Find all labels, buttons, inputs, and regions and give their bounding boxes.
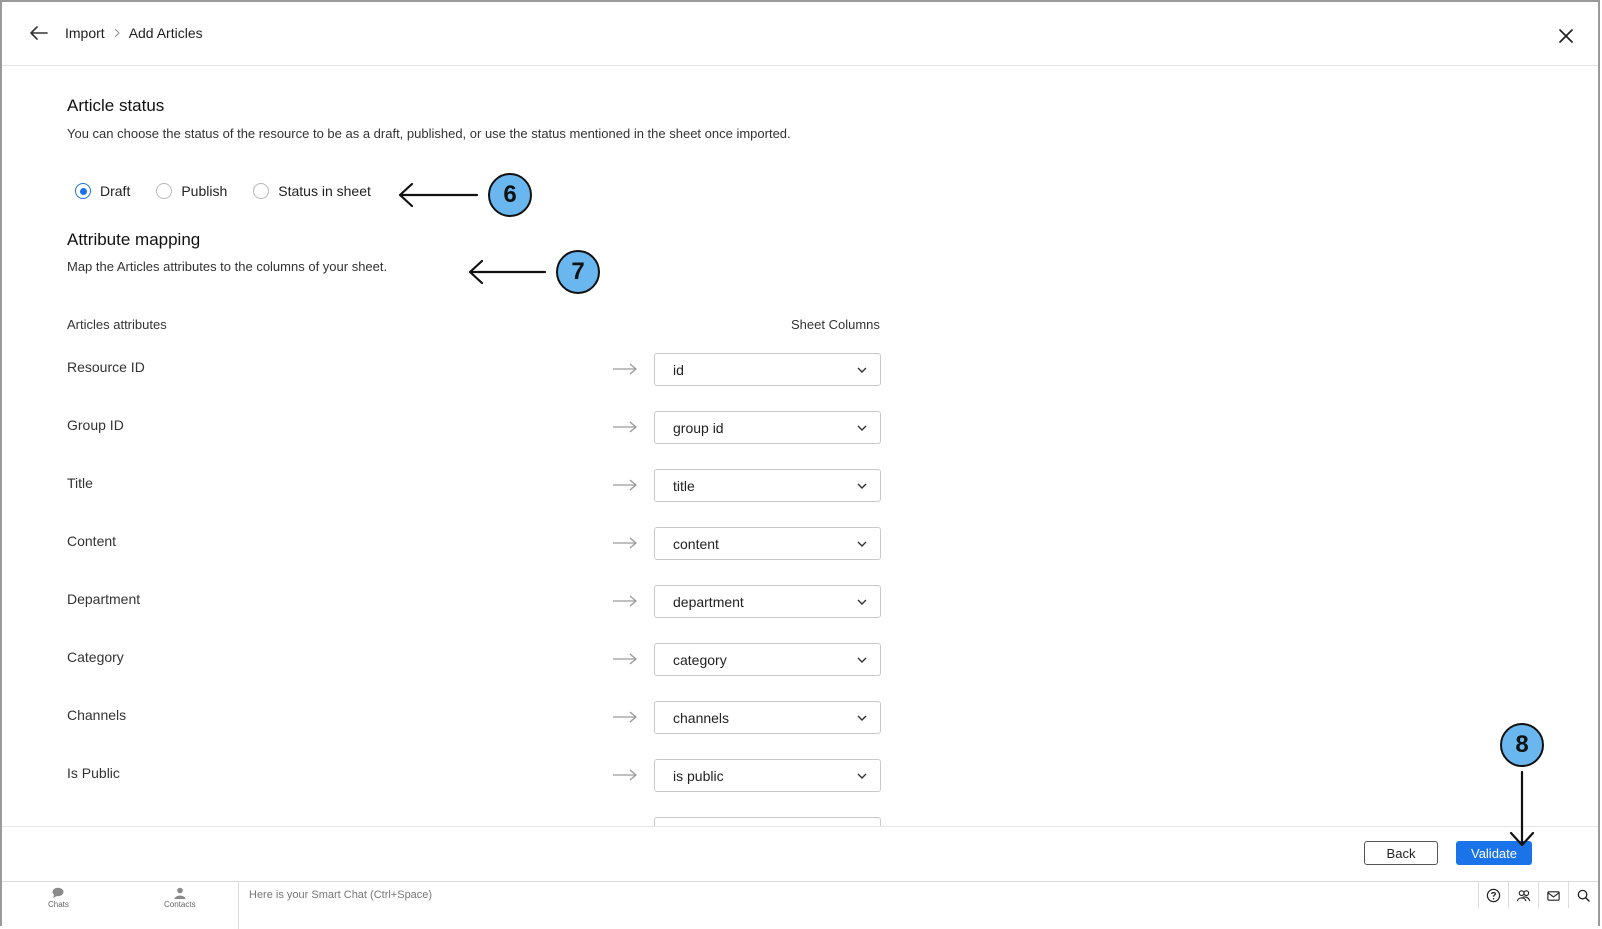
smart-chat-input[interactable]: Here is your Smart Chat (Ctrl+Space) — [249, 889, 433, 901]
breadcrumb — [65, 25, 203, 41]
sheet-column-select[interactable] — [654, 353, 881, 386]
sheet-column-value: channels — [673, 710, 730, 726]
chevron-down-icon — [856, 539, 868, 549]
chevron-right-icon — [113, 28, 121, 38]
radio-draft[interactable] — [75, 183, 130, 199]
contacts-icon — [173, 886, 187, 900]
attribute-mapping-title: Attribute mapping — [67, 230, 201, 249]
mapping-row — [67, 701, 882, 759]
users-icon — [1516, 888, 1531, 903]
mapping-attribute-label: Category — [67, 649, 124, 665]
radio-status-in-sheet[interactable] — [253, 183, 371, 199]
annotation-callout-6: 6 — [488, 173, 532, 217]
breadcrumb-add-articles: Add Articles — [128, 25, 203, 41]
bottom-bar-divider — [238, 882, 239, 929]
back-arrow-icon[interactable] — [28, 22, 50, 44]
right-arrow-icon — [612, 651, 638, 667]
chevron-down-icon — [856, 713, 868, 723]
mapping-row — [67, 759, 882, 817]
mapping-rows — [67, 353, 882, 875]
mapping-attribute-label: Content — [67, 533, 117, 549]
header — [2, 2, 1598, 66]
right-arrow-icon — [612, 419, 638, 435]
attribute-mapping-description: Map the Articles attributes to the columns of your sheet. — [67, 259, 388, 274]
mapping-attribute-label: Department — [67, 591, 141, 607]
sheet-columns-header: Sheet Columns — [791, 317, 880, 332]
right-arrow-icon — [612, 709, 638, 725]
mapping-row — [67, 353, 882, 411]
close-icon[interactable] — [1556, 26, 1576, 46]
bottom-bar-icons — [1478, 882, 1598, 908]
sheet-column-value: id — [673, 362, 684, 378]
search-icon — [1576, 888, 1591, 903]
breadcrumb-import[interactable]: Import — [65, 25, 105, 41]
article-status-description: You can choose the status of the resource to be as a draft, published, or use the status mentioned in the sheet once imported. — [67, 126, 791, 141]
chats-label: Chats — [48, 900, 69, 909]
mapping-attribute-label: Channels — [67, 707, 127, 723]
right-arrow-icon — [612, 477, 638, 493]
validate-button[interactable]: Validate — [1456, 841, 1532, 865]
sheet-column-value: category — [673, 652, 727, 668]
chat-icon — [51, 886, 65, 900]
sheet-column-select[interactable] — [654, 759, 881, 792]
chevron-down-icon — [856, 481, 868, 491]
right-arrow-icon — [612, 767, 638, 783]
mapping-attribute-label: Title — [67, 475, 93, 491]
right-arrow-icon — [612, 535, 638, 551]
chevron-down-icon — [856, 365, 868, 375]
main-content — [67, 66, 1587, 826]
mapping-row — [67, 527, 882, 585]
right-arrow-icon — [612, 593, 638, 609]
chevron-down-icon — [856, 771, 868, 781]
sheet-column-select[interactable] — [654, 643, 881, 676]
sheet-column-select[interactable] — [654, 527, 881, 560]
sheet-column-select[interactable] — [654, 701, 881, 734]
help-icon — [1486, 888, 1501, 903]
radio-status-in-sheet-label: Status in sheet — [278, 183, 371, 199]
sheet-column-select[interactable] — [654, 411, 881, 444]
mapping-row — [67, 469, 882, 527]
chevron-down-icon — [856, 597, 868, 607]
mapping-attribute-label: Is Public — [67, 765, 120, 781]
chevron-down-icon — [856, 423, 868, 433]
article-status-radio-group — [75, 183, 371, 199]
sheet-column-select[interactable] — [654, 469, 881, 502]
radio-publish[interactable] — [156, 183, 227, 199]
articles-attributes-header: Articles attributes — [67, 317, 167, 332]
mapping-row — [67, 643, 882, 701]
contacts-label: Contacts — [164, 900, 196, 909]
radio-draft-label: Draft — [100, 183, 131, 199]
bottom-bar — [2, 881, 1598, 928]
radio-publish-dot[interactable] — [156, 183, 172, 199]
mapping-attribute-label: Resource ID — [67, 359, 145, 375]
sheet-column-select[interactable] — [654, 585, 881, 618]
radio-status-in-sheet-dot[interactable] — [253, 183, 269, 199]
contacts-tab[interactable] — [164, 886, 196, 909]
mail-icon — [1546, 888, 1561, 903]
sheet-column-value: title — [673, 478, 695, 494]
back-button[interactable]: Back — [1364, 841, 1438, 865]
article-status-title: Article status — [67, 96, 165, 115]
chats-tab[interactable] — [48, 886, 69, 909]
annotation-callout-8: 8 — [1500, 723, 1544, 767]
right-arrow-icon — [612, 361, 638, 377]
mapping-row — [67, 585, 882, 643]
radio-publish-label: Publish — [181, 183, 228, 199]
sheet-column-value: content — [673, 536, 719, 552]
mail-button[interactable] — [1538, 882, 1568, 908]
chevron-down-icon — [856, 655, 868, 665]
footer — [2, 826, 1598, 881]
sheet-column-value: department — [673, 594, 744, 610]
mapping-attribute-label: Group ID — [67, 417, 124, 433]
sheet-column-value: is public — [673, 768, 724, 784]
radio-draft-dot[interactable] — [75, 183, 91, 199]
help-button[interactable] — [1478, 882, 1508, 908]
search-button[interactable] — [1568, 882, 1598, 908]
annotation-callout-7: 7 — [556, 250, 600, 294]
mapping-row — [67, 411, 882, 469]
users-button[interactable] — [1508, 882, 1538, 908]
sheet-column-value: group id — [673, 420, 724, 436]
